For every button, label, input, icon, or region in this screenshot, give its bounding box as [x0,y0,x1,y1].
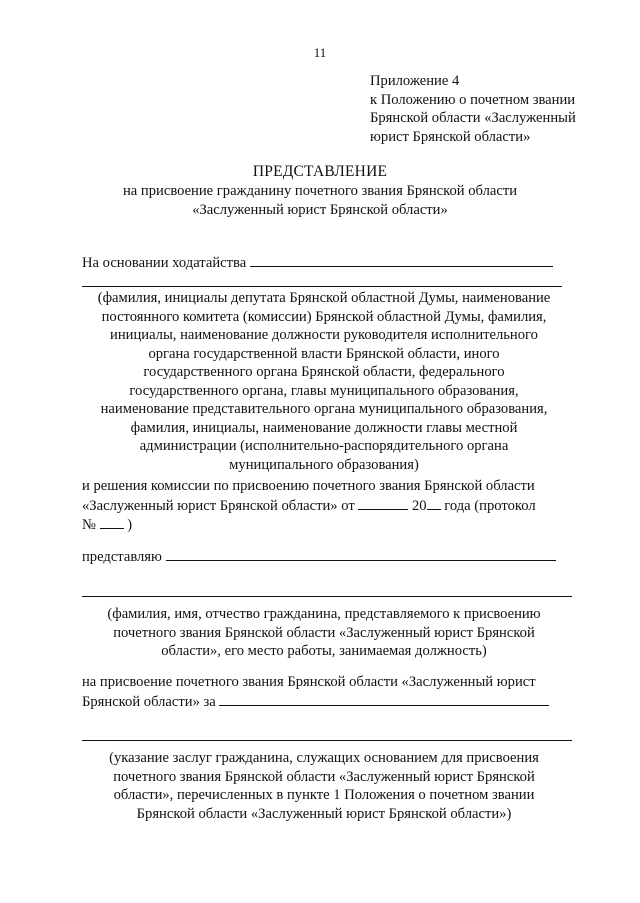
year-blank[interactable] [427,496,441,510]
appendix-line: Брянской области «Заслуженный [370,110,576,126]
note-line: (фамилия, имя, отчество гражданина, представляемого к присвоению [107,606,541,622]
nominee-line [82,547,556,567]
merits-blank[interactable] [219,692,549,706]
document-title: ПРЕДСТАВЛЕНИЕ [252,163,388,180]
note-line: администрации (исполнительно-распорядительного органа [139,438,509,454]
appendix-block [370,72,630,146]
decision-line-2 [82,496,536,516]
basis-note [78,289,570,474]
blank-rule[interactable] [82,596,572,597]
note-line: государственного органа, главы муниципального образования, [129,382,519,399]
year-prefix: 20 [408,498,427,514]
petition-blank[interactable] [250,253,553,267]
appendix-line: Приложение 4 [370,73,460,89]
note-line: (фамилия, инициалы депутата Брянской областной Думы, наименование [97,290,551,306]
note-line: фамилия, инициалы, наименование должности главы местной [130,419,518,436]
note-line: инициалы, наименование должности руководителя исполнительного [110,327,538,343]
decision-text-end: года (протокол [440,498,536,514]
appendix-line: к Положению о почетном звании [370,91,576,108]
subtitle-line: «Заслуженный юрист Брянской области» [192,201,448,218]
decision-line-1: и решения комиссии по присвоению почетного звания Брянской области [82,478,535,494]
note-line: почетного звания Брянской области «Заслуженный юрист Брянской [113,768,535,785]
note-line: постоянного комитета (комиссии) Брянской областной Думы, фамилия, [101,308,547,325]
protocol-close: ) [123,517,133,533]
award-line-1: на присвоение почетного звания Брянской области «Заслуженный юрист [82,674,536,690]
page-number: 11 [313,45,327,60]
note-line: наименование представительного органа муниципального образования, [100,401,548,417]
decision-text: «Заслуженный юрист Брянской области» от [82,498,359,514]
nominee-label: представляю [82,549,166,565]
note-line: муниципального образования) [229,456,419,473]
basis-label: На основании ходатайства [82,255,250,271]
protocol-number-label: № [82,517,100,533]
blank-rule[interactable] [82,740,572,741]
appendix-line: юрист Брянской области» [370,128,531,145]
blank-rule[interactable] [82,286,562,287]
award-text: Брянской области» за [82,694,220,710]
decision-line-3 [82,515,132,535]
award-line-2 [82,692,549,712]
note-line: органа государственной власти Брянской области, иного [148,345,500,362]
subtitle-line: на присвоение гражданину почетного звания Брянской области [122,183,518,199]
basis-line [82,253,553,273]
note-line: государственного органа Брянской области, федерального [143,364,505,380]
note-line: области», его место работы, занимаемая должность) [161,643,487,659]
nominee-note [78,605,570,661]
award-note [78,749,570,823]
document-subtitle [70,182,570,219]
note-line: (указание заслуг гражданина, служащих основанием для присвоения [109,750,539,766]
nominee-blank[interactable] [166,547,556,561]
date-blank[interactable] [358,496,408,510]
note-line: почетного звания Брянской области «Заслуженный юрист Брянской [113,624,535,641]
note-line: области», перечисленных в пункте 1 Положения о почетном звании [113,787,535,803]
note-line: Брянской области «Заслуженный юрист Брянской области») [136,805,512,822]
protocol-number-blank[interactable] [100,515,124,529]
